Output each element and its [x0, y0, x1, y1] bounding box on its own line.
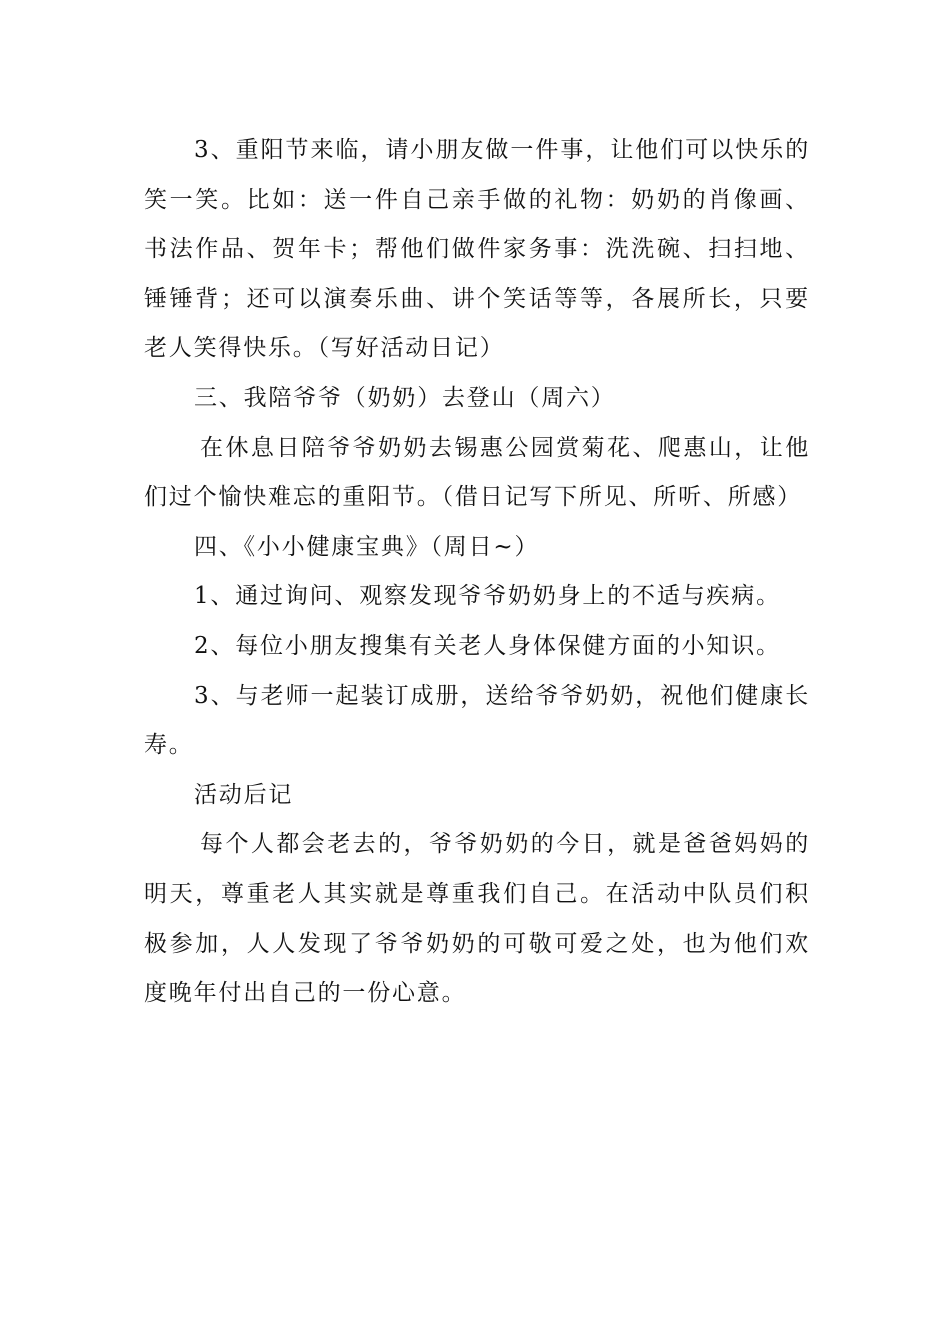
paragraph-park-visit: 在休息日陪爷爷奶奶去锡惠公园赏菊花、爬惠山，让他们过个愉快难忘的重阳节。（借日记写下所见、所听、所感）: [144, 434, 810, 511]
section-heading-mountain-climb: 三、我陪爷爷（奶奶）去登山（周六）: [194, 384, 616, 411]
document-body: [144, 126, 810, 1019]
section-heading-afterword: 活动后记: [194, 781, 294, 808]
list-item-collect-knowledge: 2、每位小朋友搜集有关老人身体保健方面的小知识。: [194, 632, 781, 659]
section-heading-health-guide: 四、《小小健康宝典》（周日~）: [194, 533, 540, 560]
paragraph-gift-activity: 3、重阳节来临，请小朋友做一件事，让他们可以快乐的笑一笑。比如：送一件自己亲手做的礼物：奶奶的肖像画、书法作品、贺年卡；帮他们做件家务事：洗洗碗、扫扫地、锤锤背；还可以演奏乐曲、讲个笑话等等，各展所长，只要老人笑得快乐。（写好活动日记）: [144, 137, 810, 362]
list-item-observe: 1、通过询问、观察发现爷爷奶奶身上的不适与疾病。: [194, 583, 781, 610]
paragraph-afterword: 每个人都会老去的，爷爷奶奶的今日，就是爸爸妈妈的明天，尊重老人其实就是尊重我们自己。在活动中队员们积极参加，人人发现了爷爷奶奶的可敬可爱之处，也为他们欢度晚年付出自己的一份心意。: [144, 831, 810, 1007]
list-item-bind-booklet: 3、与老师一起装订成册，送给爷爷奶奶，祝他们健康长寿。: [144, 682, 810, 759]
